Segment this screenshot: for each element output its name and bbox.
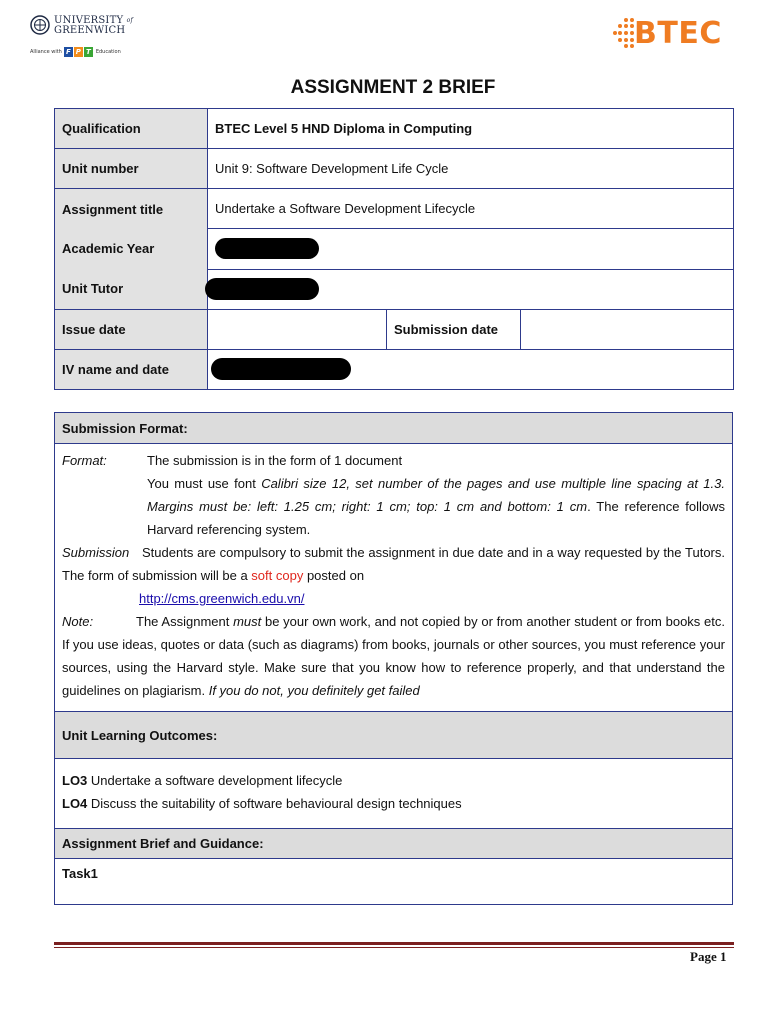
- format-font-paragraph: You must use font Calibri size 12, set number of the pages and use multiple line spacing at 1.3. Margins must be: left: 1.25 cm; right: 1 cm; top: 1 cm and bottom: 1 cm. The reference follows Harvard referencing system.: [147, 476, 725, 537]
- table-row: [55, 149, 734, 189]
- page-title: ASSIGNMENT 2 BRIEF: [290, 77, 496, 98]
- table-row: [55, 349, 734, 389]
- footer-divider: [54, 942, 734, 945]
- lo3-line: LO3 Undertake a software development lifecycle: [62, 773, 343, 788]
- submission-format-body: [55, 444, 733, 712]
- learning-outcomes-heading: Unit Learning Outcomes:: [55, 712, 733, 759]
- page-number: Page 1: [690, 949, 727, 964]
- btec-logo: [612, 14, 746, 54]
- alliance-prefix: Alliance with: [30, 49, 62, 55]
- cms-link[interactable]: http://cms.greenwich.edu.vn/: [139, 591, 305, 606]
- table-row: [55, 189, 734, 229]
- table-row: [55, 229, 734, 269]
- university-name-line1: UNIVERSITY $^{of}$: [54, 15, 133, 26]
- redaction-mark: [215, 238, 319, 259]
- learning-outcomes-body: [55, 759, 733, 829]
- qualification-label: Qualification: [55, 109, 208, 149]
- soft-copy-text: soft copy: [251, 568, 304, 583]
- submission-line: Submission Students are compulsory to submit the assignment in due date and in a way requested by the Tutors. The form of submission will be a soft copy posted on: [62, 541, 725, 587]
- submission-date-value: [521, 309, 734, 349]
- unit-tutor-label: Unit Tutor: [55, 269, 208, 309]
- table-row: [55, 712, 733, 759]
- table-row: [55, 109, 734, 149]
- university-of-greenwich-logo: [30, 13, 140, 59]
- submission-link-line: [62, 587, 725, 610]
- table-row: [55, 413, 733, 444]
- format-label: Format:: [62, 453, 107, 468]
- submission-format-heading: Submission Format:: [55, 413, 733, 444]
- unit-number-label: Unit number: [55, 149, 208, 189]
- lo4-line: LO4 Discuss the suitability of software behavioural design techniques: [62, 796, 462, 811]
- issue-date-label: Issue date: [55, 309, 208, 349]
- redaction-mark: [205, 278, 319, 300]
- brief-guidance-heading: Assignment Brief and Guidance:: [55, 829, 733, 859]
- iv-name-label: IV name and date: [55, 349, 208, 389]
- fpt-letter-f: F: [64, 47, 73, 57]
- footer-divider-thin: [54, 947, 734, 948]
- assignment-title-value: Undertake a Software Development Lifecycle: [208, 189, 734, 229]
- fpt-letter-t: T: [84, 47, 93, 57]
- note-label: Note:: [62, 614, 94, 629]
- note-paragraph: Note: The Assignment must be your own work, and not copied by or from another student or from books etc. If you use ideas, quotes or data (such as diagrams) from books, journals or other sources, you must reference your sources, using the Harvard style. Make sure that you know how to reference properly, and that understand the guidelines on plagiarism. If you do not, you definitely get failed: [62, 610, 725, 702]
- table-row: [55, 309, 734, 349]
- table-row: [55, 759, 733, 829]
- table-row: [55, 829, 733, 859]
- alliance-line: [30, 45, 121, 59]
- issue-date-value: [208, 309, 387, 349]
- submission-date-label: Submission date: [387, 309, 521, 349]
- redaction-mark: [211, 358, 351, 380]
- task-label: Task1: [55, 859, 733, 905]
- unit-number-value: Unit 9: Software Development Life Cycle: [208, 149, 734, 189]
- assignment-info-table: [54, 108, 734, 390]
- fpt-logo: [64, 47, 94, 57]
- assignment-title-label: Assignment title: [55, 189, 208, 229]
- qualification-value: BTEC Level 5 HND Diploma in Computing: [208, 109, 734, 149]
- academic-year-value: [208, 229, 734, 269]
- unit-tutor-value: [208, 269, 734, 309]
- alliance-suffix: Education: [95, 49, 121, 55]
- academic-year-label: Academic Year: [55, 229, 208, 269]
- format-line: Format: The submission is in the form of 1 document: [62, 449, 725, 472]
- university-name-line2: GREENWICH: [54, 25, 126, 36]
- fpt-letter-p: P: [75, 48, 81, 56]
- table-row: [55, 859, 733, 905]
- table-row: [55, 269, 734, 309]
- table-row: [55, 444, 733, 712]
- greenwich-crest-icon: [30, 15, 50, 35]
- iv-name-value: [208, 349, 734, 389]
- btec-logo-text: BTEC: [634, 16, 722, 51]
- submission-label: Submission: [62, 545, 130, 560]
- assignment-brief-table: [54, 412, 733, 905]
